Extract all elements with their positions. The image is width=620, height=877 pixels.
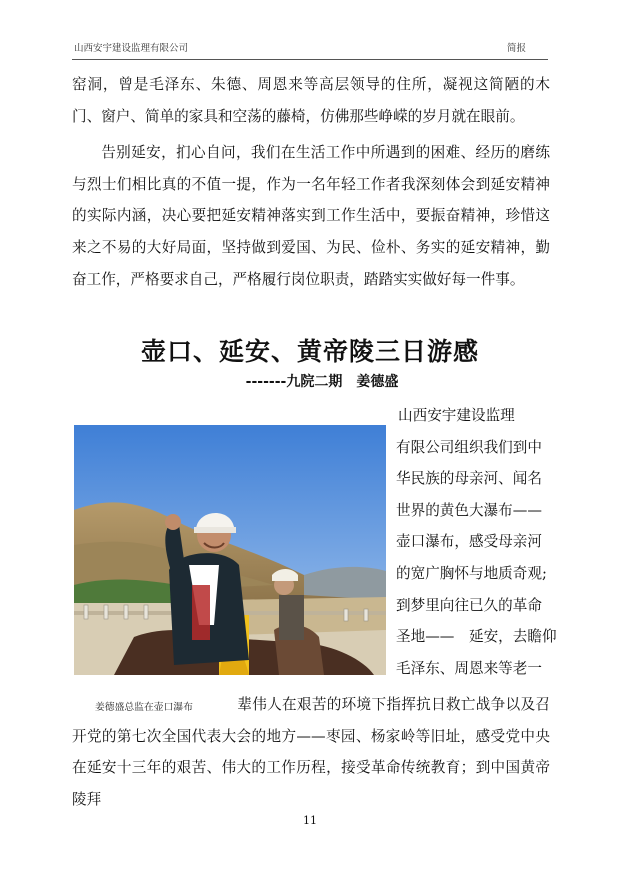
article-title: 壶口、延安、黄帝陵三日游感 <box>140 337 479 366</box>
header-rule <box>72 59 548 60</box>
intro-line: 壶口瀑布，感受母亲河 <box>396 533 542 551</box>
header-org-name: 山西安宇建设监理有限公司 <box>74 43 189 54</box>
intro-line: 的宽广胸怀与地质奇观; <box>396 564 547 582</box>
intro-line: 到梦里向往已久的革命 <box>396 596 542 614</box>
intro-line: 山西安宇建设监理 <box>398 407 515 424</box>
paragraph-article-body <box>72 689 550 816</box>
page-header <box>72 40 548 56</box>
intro-line: 世界的黄色大瀑布—— <box>396 501 542 519</box>
header-doc-type: 简报 <box>506 43 526 54</box>
intro-line: 华民族的母亲河、闻名 <box>396 470 542 488</box>
intro-line: 有限公司组织我们到中 <box>396 438 542 456</box>
article-body-text: 辈伟人在艰苦的环境下指挥抗日救亡战争以及召开党的第七次全国代表大会的地方——枣园、杨家岭等旧址，感受党中央在延安十三年的艰苦、伟大的工作历程，接受革命传统教育；到中国黄帝陵拜 <box>72 696 550 809</box>
photo-caption: 姜德盛总监在壶口瀑布 <box>95 702 193 713</box>
paragraph-continued: 窑洞，曾是毛泽东、朱德、周恩来等高层领导的住所，凝视这简陋的木门、窗户、简单的家具和空荡的藤椅，仿佛那些峥嵘的岁月就在眼前。 <box>72 76 550 125</box>
article-intro-column <box>396 400 557 684</box>
article-byline: -------九院二期 姜德盛 <box>245 374 399 390</box>
page-number: 11 <box>303 814 317 827</box>
paragraph-reflection: 告别延安，扪心自问，我们在生活工作中所遇到的困难、经历的磨练与烈士们相比真的不值一提，作为一名年轻工作者我深刻体会到延安精神的实际内涵，决心要把延安精神落实到工作生活中，要振奋精神，珍惜这来之不易的大好局面，坚持做到爱国、为民、俭朴、务实的延安精神，勤奋工作，严格要求自己，严格履行岗位职责，踏踏实实做好每一件事。 <box>72 144 550 288</box>
article-photo <box>74 425 386 675</box>
intro-line: 毛泽东、周恩来等老一 <box>396 659 542 677</box>
intro-line: 圣地—— 延安，去瞻仰 <box>396 628 557 646</box>
